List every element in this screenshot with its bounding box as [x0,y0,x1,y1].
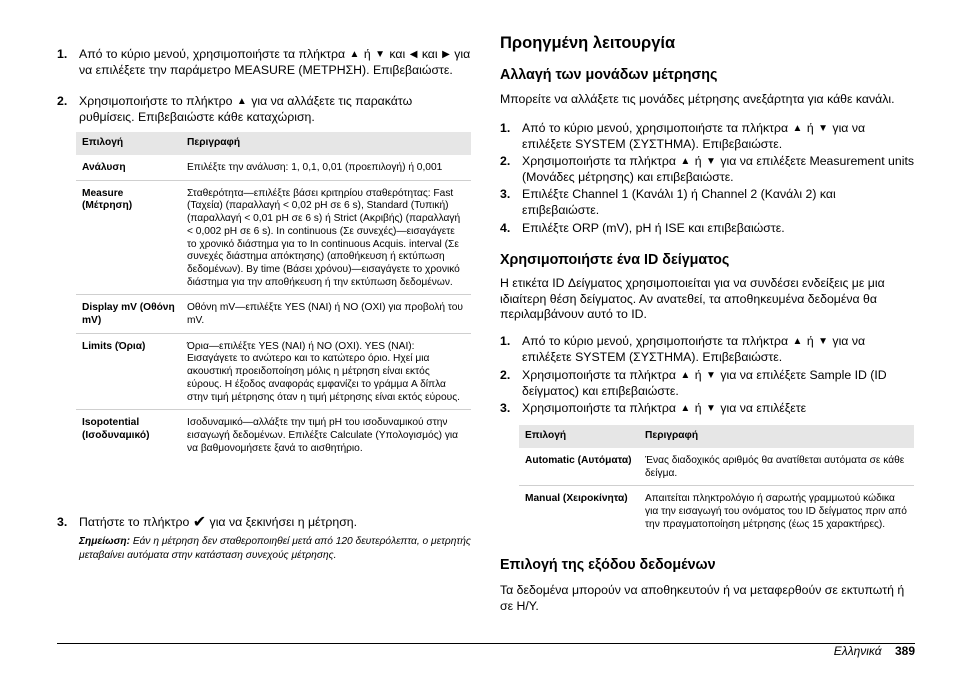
note-text: Εάν η μέτρηση δεν σταθεροποιηθεί μετά από 120 δευτερόλεπτα, ο μετρητής μεταβαίνει αυτόματα στην κατάσταση συνεχούς μέτρησης. [79,536,471,561]
step-number: 3. [57,515,68,529]
step-number: 2. [57,94,68,108]
units-step-3 [500,187,915,218]
section-title: Προηγμένη λειτουργία [500,34,676,52]
page-footer [834,644,915,659]
up-arrow-icon: ▲ [236,96,247,107]
checkmark-icon: ✔ [192,514,207,531]
note [79,535,471,562]
left-step-3 [57,515,471,531]
step-text: Χρησιμοποιήστε τα πλήκτρα [522,401,676,415]
option-name: Measure (Μέτρηση) [76,180,181,295]
left-step-2 [57,94,471,125]
up-arrow-icon: ▲ [680,156,691,167]
up-arrow-icon: ▲ [349,49,360,60]
table-header: Επιλογή [76,132,181,155]
step-number: 2. [500,154,511,168]
option-description: Ισοδυναμικό—αλλάξτε την τιμή pH του ισοδυναμικού στην εισαγωγή δεδομένων. Επιλέξτε Calculate (Υπολογισμός) για να βαθμονομήσετε ξανά το αισθητήριο. [187,417,459,454]
step-text: Πατήστε το πλήκτρο [79,515,190,529]
sample-id-heading: Χρησιμοποιήστε ένα ID δείγματος [500,252,730,268]
table-row [76,155,471,180]
left-step-1 [57,47,471,78]
down-arrow-icon: ▼ [705,403,716,414]
option-name: Manual (Χειροκίνητα) [525,493,628,505]
option-description: Οθόνη mV—επιλέξτε YES (ΝΑΙ) ή NO (ΟΧΙ) για προβολή του mV. [181,295,471,333]
step-text-or: ή [694,154,702,168]
step-text-or: ή [806,121,814,135]
sample-id-step-2 [500,368,915,399]
table-header: Περιγραφή [181,132,471,155]
down-arrow-icon: ▼ [705,370,716,381]
option-description: Ένας διαδοχικός αριθμός θα ανατίθεται αυτόματα σε κάθε δείγμα. [639,448,914,486]
step-number: 1. [57,47,68,61]
sample-id-step-1 [500,334,915,365]
up-arrow-icon: ▲ [680,403,691,414]
table-header-row [76,132,471,155]
step-text: Επιλέξτε ORP (mV), pH ή ISE και επιβεβαιώστε. [522,221,785,235]
table-row [519,486,914,537]
step-number: 4. [500,221,511,235]
sample-id-options-table [519,425,914,537]
step-text: Από το κύριο μενού, χρησιμοποιήστε τα πλήκτρα [522,334,789,348]
step-text-or: ή [694,401,702,415]
table-row [76,410,471,461]
output-heading: Επιλογή της εξόδου δεδομένων [500,557,716,573]
step-text-and: και [421,47,438,61]
footer-language: Ελληνικά [833,644,882,658]
option-description: Επιλέξτε την ανάλυση: 1, 0,1, 0,01 (προεπιλογή) ή 0,001 [181,155,471,180]
step-text: Χρησιμοποιήστε τα πλήκτρα [522,368,676,382]
step-text: Χρησιμοποιήστε τα πλήκτρα [522,154,676,168]
option-name: Isopotential (Ισοδυναμικό) [82,417,150,441]
step-text: για να επιλέξετε την παράμετρο MEASURE (ΜΕΤΡΗΣΗ). Επιβεβαιώστε. [79,47,471,77]
step-text: για να επιλέξετε [720,401,807,415]
step-number: 1. [500,334,511,348]
right-arrow-icon: ▶ [442,49,450,60]
step-text: για να επιλέξετε SYSTEM (ΣΥΣΤΗΜΑ). Επιβεβαιώστε. [522,334,866,364]
down-arrow-icon: ▼ [705,156,716,167]
step-text: για να επιλέξετε Measurement units (Μονάδες μέτρησης) και επιβεβαιώστε. [522,154,915,184]
option-name: Limits (Όρια) [76,333,181,410]
step-text: Από το κύριο μενού, χρησιμοποιήστε τα πλήκτρα [522,121,789,135]
down-arrow-icon: ▼ [818,336,828,347]
option-name: Ανάλυση [76,155,181,180]
step-text: για να αλλάξετε τις παρακάτω ρυθμίσεις. Επιβεβαιώστε κάθε καταχώριση. [79,94,413,124]
step-text: για να επιλέξετε Sample ID (ID δείγματος) και επιβεβαιώστε. [522,368,887,398]
note-label: Σημείωση: [79,536,130,547]
units-step-1 [500,121,915,152]
step-text: για να επιλέξετε SYSTEM (ΣΥΣΤΗΜΑ). Επιβεβαιώστε. [522,121,866,151]
step-text: Επιλέξτε Channel 1 (Κανάλι 1) ή Channel 2 (Κανάλι 2) και επιβεβαιώστε. [522,187,836,217]
table-row [76,180,471,295]
up-arrow-icon: ▲ [792,336,803,347]
option-name: Display mV (Οθόνη mV) [76,295,181,333]
option-name: Automatic (Αυτόματα) [519,448,639,486]
down-arrow-icon: ▼ [375,49,385,60]
sample-id-intro: Η ετικέτα ID Δείγματος χρησιμοποιείται για να συνδέσει ενδείξεις με μια ιδιαίτερη θέση δείγματος. Αν ανατεθεί, τα αποθηκευμένα δεδομένα θα περιλαμβάνουν αυτό το ID. [500,276,885,321]
table-header: Περιγραφή [639,425,914,448]
step-text: Από το κύριο μενού, χρησιμοποιήστε τα πλήκτρα [79,47,346,61]
option-description: Σταθερότητα—επιλέξτε βάσει κριτηρίου σταθερότητας: Fast (Ταχεία) (παραλλαγή < 0,02 pH σε 6 s), Standard (Τυπική) (παραλλαγή < 0,01 pH σε 6 s) ή Strict (Ακριβής) (παραλλαγή < 0,002 pH σε 6 s). In continuous (Σε συνεχές)—εισαγάγετε το χρονικό διάστημα για το In continuous Acquis. interval (Σε συνεχές διάστημα απόκτησης) (αποθήκευση ή εκτύπωση δεδομένων). By time (Βάσει χρόνου)—εισαγάγετε το χρονικό διάστημα για την αποθήκευση ή την εκτύπωση δεδομένων. [181,180,471,295]
output-intro: Τα δεδομένα μπορούν να αποθηκευτούν ή να μεταφερθούν σε εκτυπωτή ή σε Η/Υ. [500,583,905,613]
table-header: Επιλογή [519,425,639,448]
step-number: 3. [500,401,511,415]
left-arrow-icon: ◀ [409,49,418,60]
footer-divider [57,643,915,644]
units-step-2 [500,154,915,185]
step-text-and: και [389,47,406,61]
sample-id-step-3 [500,401,915,417]
table-row [519,448,914,486]
step-text: Χρησιμοποιήστε το πλήκτρο [79,94,233,108]
up-arrow-icon: ▲ [680,370,691,381]
units-heading: Αλλαγή των μονάδων μέτρησης [500,67,718,83]
table-header-row [519,425,914,448]
step-number: 3. [500,187,511,201]
units-step-4 [500,221,915,237]
step-number: 1. [500,121,511,135]
up-arrow-icon: ▲ [792,123,803,134]
page-number: 389 [894,644,915,658]
step-text-or: ή [694,368,702,382]
units-intro: Μπορείτε να αλλάξετε τις μονάδες μέτρησης ανεξάρτητα για κάθε κανάλι. [500,92,895,106]
measure-options-table [76,132,471,460]
option-description: Απαιτείται πληκτρολόγιο ή σαρωτής γραμμωτού κώδικα για την εισαγωγή του ονόματος του ID δείγματος πριν από την πραγματοποίηση μέτρησης (έως 15 χαρακτήρες). [645,493,907,530]
table-row [76,333,471,410]
option-description: Όρια—επιλέξτε YES (ΝΑΙ) ή NO (ΟΧΙ). YES (ΝΑΙ): Εισαγάγετε το ανώτερο και το κατώτερο όριο. Ηχεί μια ακουστική προειδοποίηση μόλις η μέτρηση είναι εκτός εύρους. Η έξοδος αναφοράς εμφανίζει το γράμμα A δίπλα στην τιμή μέτρησης όταν η τιμή μέτρησης είναι εκτός εύρους. [181,333,471,410]
table-row [76,295,471,333]
step-number: 2. [500,368,511,382]
step-text-or: ή [806,334,814,348]
down-arrow-icon: ▼ [818,123,828,134]
step-text: για να ξεκινήσει η μέτρηση. [209,515,358,529]
step-text-or: ή [363,47,371,61]
